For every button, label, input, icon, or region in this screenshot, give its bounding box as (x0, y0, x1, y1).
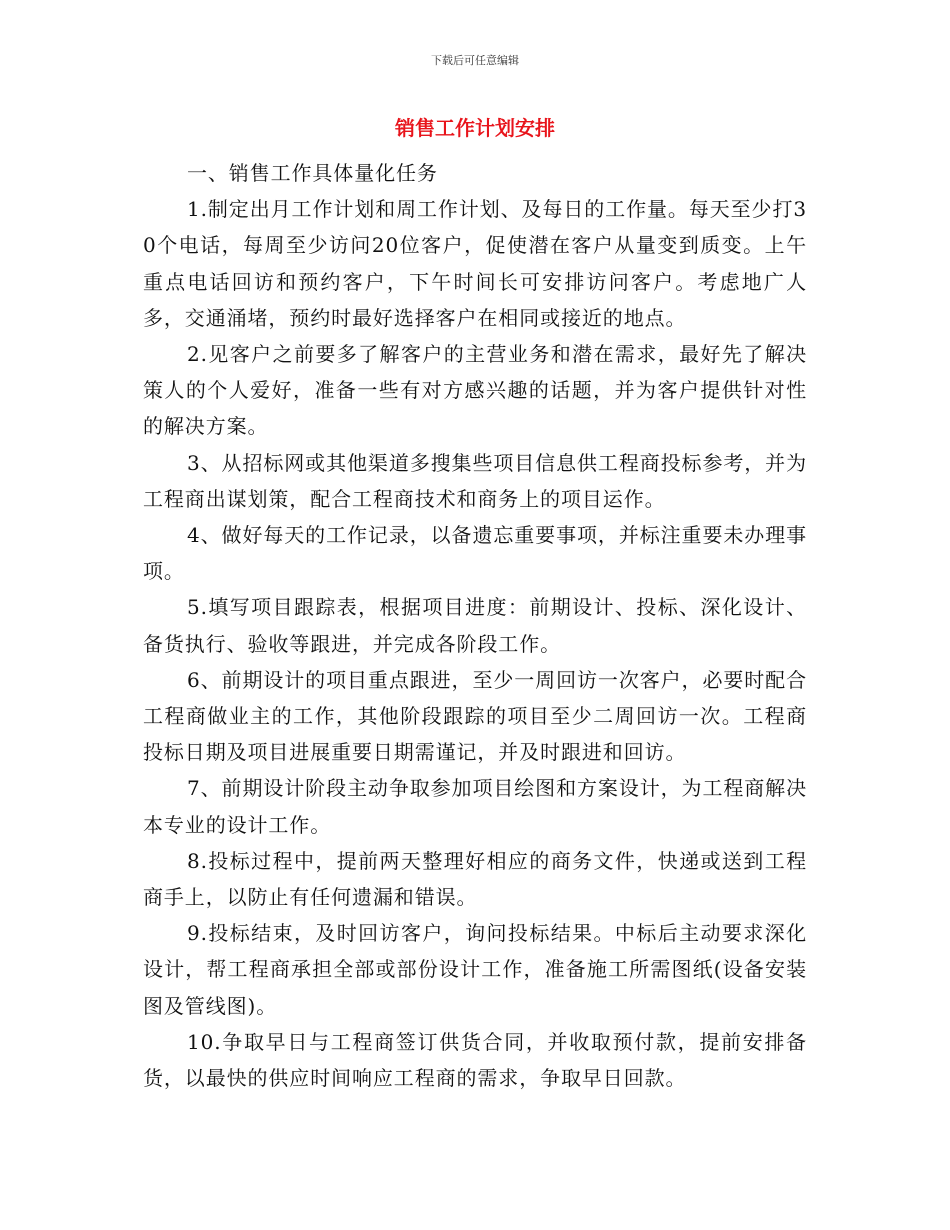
paragraph-7: 7、前期设计阶段主动争取参加项目绘图和方案设计，为工程商解决本专业的设计工作。 (143, 776, 807, 837)
document-title: 销售工作计划安排 (395, 116, 555, 140)
document-body (143, 155, 807, 1096)
paragraph-5: 5.填写项目跟踪表，根据项目进度：前期设计、投标、深化设计、备货执行、验收等跟进，并完成各阶段工作。 (143, 595, 807, 656)
paragraph-8: 8.投标过程中，提前两天整理好相应的商务文件，快递或送到工程商手上，以防止有任何遗漏和错误。 (143, 848, 807, 910)
paragraph-6: 6、前期设计的项目重点跟进，至少一周回访一次客户，必要时配合工程商做业主的工作，其他阶段跟踪的项目至少二周回访一次。工程商投标日期及项目进展重要日期需谨记，并及时跟进和回访。 (143, 667, 807, 765)
paragraph-4: 4、做好每天的工作记录，以备遗忘重要事项，并标注重要未办理事项。 (143, 523, 807, 584)
paragraph-3: 3、从招标网或其他渠道多搜集些项目信息供工程商投标参考，并为工程商出谋划策，配合工程商技术和商务上的项目运作。 (143, 450, 807, 511)
section-heading: 一、销售工作具体量化任务 (187, 161, 438, 185)
paragraph-1: 1.制定出月工作计划和周工作计划、及每日的工作量。每天至少打30个电话，每周至少访问20位客户，促使潜在客户从量变到质变。上午重点电话回访和预约客户，下午时间长可安排访问客户。考虑地广人多，交通涌堵，预约时最好选择客户在相同或接近的地点。 (143, 197, 807, 330)
paragraph-9: 9.投标结束，及时回访客户，询问投标结果。中标后主动要求深化设计，帮工程商承担全部或部份设计工作，准备施工所需图纸(设备安装图及管线图)。 (143, 921, 807, 1018)
paragraph-2: 2.见客户之前要多了解客户的主营业务和潜在需求，最好先了解决策人的个人爱好，准备一些有对方感兴趣的话题，并为客户提供针对性的解决方案。 (143, 342, 807, 439)
page-header-note: 下载后可任意编辑 (431, 54, 519, 67)
paragraph-10: 10.争取早日与工程商签订供货合同，并收取预付款，提前安排备货，以最快的供应时间响应工程商的需求，争取早日回款。 (143, 1029, 807, 1091)
